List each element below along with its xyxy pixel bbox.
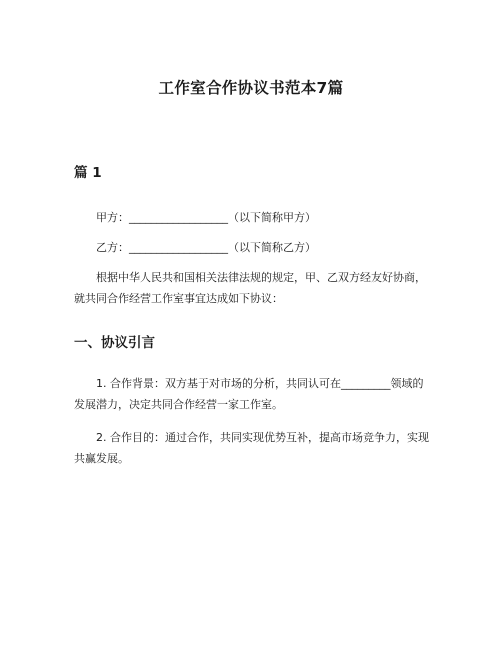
chapter-heading: 篇 1	[74, 165, 102, 181]
intro-paragraph: 根据中华人民共和国相关法律法规的规定，甲、乙双方经友好协商，就共同合作经营工作室事宜达成如下协议：	[74, 271, 426, 305]
party-b-line: 乙方：__________________（以下简称乙方）	[96, 241, 316, 254]
party-a-line: 甲方：__________________（以下简称甲方）	[96, 211, 316, 224]
section-1-heading: 一、协议引言	[74, 335, 155, 351]
item-2-paragraph: 2. 合作目的：通过合作，共同实现优势互补，提高市场竞争力，实现共赢发展。	[74, 431, 429, 465]
document-title: 工作室合作协议书范本7篇	[158, 79, 344, 97]
item-1-paragraph: 1. 合作背景：双方基于对市场的分析，共同认可在_________领域的发展潜力，决定共同合作经营一家工作室。	[74, 377, 424, 411]
